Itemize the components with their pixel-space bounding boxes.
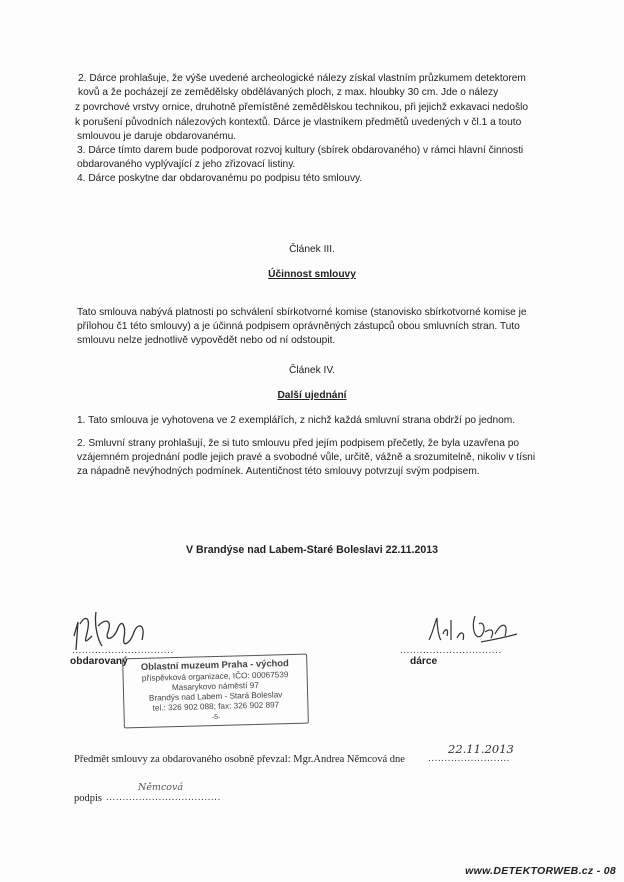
stamp-line: Masarykovo náměstí 97 (171, 680, 259, 693)
museum-stamp (122, 654, 309, 729)
left-signature-line: ............................... (72, 645, 174, 656)
stamp-line: příspěvková organizace, IČO: 00067539 (141, 670, 289, 683)
stamp-line: Brandýs nad Labem - Stará Boleslav (148, 690, 283, 703)
article-2-line: 4. Dárce poskytne dar obdarovanému po podpisu této smlouvy. (77, 173, 363, 184)
article-2-line: kovů a že pocházejí ze zemědělsky obdělávaných ploch, z max. hloubky 30 cm. Jde o nálezy (78, 87, 499, 98)
stamp-line: tel.: 326 902 088; fax: 326 902 897 (152, 700, 280, 713)
article-2-line: 3. Dárce tímto darem bude podporovat rozvoj kultury (sbírek obdarovaného) v rámci hlavní činnosti (77, 145, 524, 156)
place-and-date: V Brandýse nad Labem-Staré Boleslavi 22.11.2013 (185, 544, 439, 556)
article-2-line: smlouvou je daruje obdarovanému. (77, 131, 237, 142)
handover-text: Předmět smlouvy za obdarovaného osobně převzal: Mgr.Andrea Němcová dne (74, 754, 405, 765)
right-signature-icon (425, 610, 525, 650)
article-4-point-1: 1. Tato smlouva je vyhotovena ve 2 exemplářích, z nichž každá smluvní strana obdrží po jednom. (77, 415, 516, 426)
article-2-line: k porušení původních nálezových kontextů. Dárce je vlastníkem předmětů uvedených v čl.1 a touto (75, 117, 522, 128)
article-3-heading: Článek III. (289, 244, 335, 255)
right-signature-line: ............................... (400, 645, 502, 656)
article-4-point-2-line: vzájemném projednání podle jejich pravé a svobodné vůle, určitě, vážně a srozumitelně, nikoliv v tísni (77, 452, 536, 463)
handover-date: 22.11.2013 (448, 742, 514, 756)
handover-dots: ......................... (428, 753, 510, 764)
right-signature-label: dárce (410, 656, 438, 667)
podpis-signature: Němcová (138, 782, 184, 793)
podpis-label: podpis (74, 793, 103, 804)
podpis-dots: ................................... (106, 792, 221, 803)
article-4-point-2-line: 2. Smluvní strany prohlašují, že si tuto smlouvu před jejím podpisem přečetly, že byla uzavřena po (77, 438, 520, 449)
article-4-title: Další ujednání (277, 390, 347, 401)
article-3-line: Tato smlouva nabývá platnosti po schválení sbírkotvorné komise (stanovisko sbírkotvorné komise je (77, 307, 527, 318)
article-4-point-2-line: za nápadně nevýhodných podmínek. Autentičnost této smlouvy potvrzují svým podpisem. (77, 466, 480, 477)
article-3-line: přílohou č1 této smlouvy) a je účinná podpisem oprávněných zástupců obou smluvních stran. Tuto (77, 321, 520, 332)
article-3-title: Účinnost smlouvy (268, 269, 356, 280)
article-4-heading: Článek IV. (288, 365, 336, 376)
article-2-line: obdarovaného vyplývající z jeho zřizovací listiny. (77, 159, 296, 170)
footer-watermark: www.DETEKTORWEB.cz - 08 (465, 865, 616, 877)
article-2-line: z povrchové vrstvy ornice, druhotně přemístěné zemědělskou technikou, při jejichž exkavaci nedošlo (75, 102, 529, 113)
article-2-line: 2. Dárce prohlašuje, že výše uvedené archeologické nálezy získal vlastním průzkumem detektorem (78, 73, 526, 84)
left-signature-label: obdarovaný (70, 656, 128, 667)
article-3-line: smlouvu nelze jednotlivě vypovědět nebo od ní odstoupit. (77, 335, 336, 346)
stamp-line: Oblastní muzeum Praha - východ (140, 657, 289, 672)
stamp-line: -5- (211, 713, 221, 722)
